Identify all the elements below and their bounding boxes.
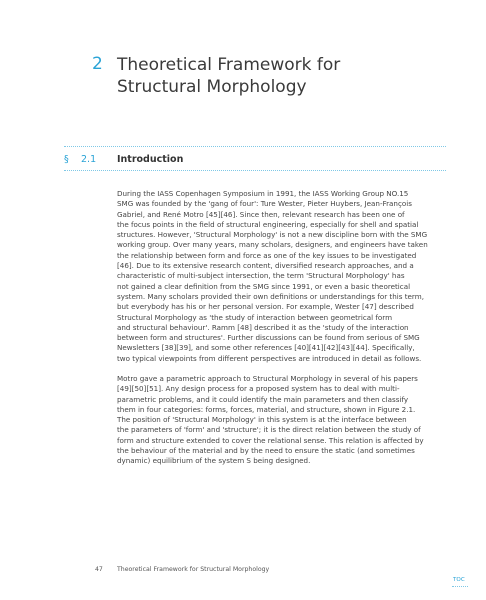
paragraph-line: characteristic of multi-subject intersection, the term 'Structural Morphology' has — [117, 271, 405, 281]
chapter-number: 2 — [92, 54, 103, 74]
paragraph-line: Gabriel, and René Motro [45][46]. Since then, relevant research has been one of — [117, 209, 405, 219]
paragraph-line: structures. However, 'Structural Morphology' is not a new discipline born with the SMG — [117, 230, 428, 240]
paragraph-line: them in four categories: forms, forces, material, and structure, shown in Figure 2.1. — [117, 404, 416, 414]
chapter-title-line: Structural Morphology — [117, 77, 307, 97]
paragraph-line: SMG was founded by the 'gang of four': Ture Wester, Pieter Huybers, Jean-François — [117, 199, 412, 209]
paragraph-line: dynamic) equilibrium of the system S being designed. — [117, 456, 311, 466]
paragraph-line: parametric problems, and it could identify the main parameters and then classify — [117, 394, 409, 404]
paragraph-line: [46]. Due to its extensive research content, diversified research approaches, and a — [117, 261, 414, 271]
body-paragraph — [117, 189, 449, 364]
paragraph-line: Structural Morphology as 'the study of interaction between geometrical form — [117, 312, 393, 322]
paragraph-line: not gained a clear definition from the SMG since 1991, or even a basic theoretical — [117, 281, 411, 291]
paragraph-line: Newsletters [38][39], and some other references [40][41][42][43][44]. Specifically, — [117, 343, 415, 353]
paragraph-line: working group. Over many years, many scholars, designers, and engineers have taken — [117, 240, 428, 250]
section-title: Introduction — [117, 154, 184, 165]
paragraph-line: the focus points in the field of structural engineering, especially for shell and spatial — [117, 219, 419, 229]
paragraph-line: form and structure extended to cover the relational sense. This relation is affected by — [117, 435, 424, 445]
chapter-title-line: Theoretical Framework for — [117, 55, 341, 75]
paragraph-line: system. Many scholars provided their own definitions or understandings for this term, — [117, 291, 424, 301]
chapter-title — [117, 54, 417, 98]
paragraph-line: the behaviour of the material and by the need to ensure the static (and sometimes — [117, 446, 415, 456]
paragraph-line: between form and structures'. Further discussions can be found from serious of SMG — [117, 333, 420, 343]
paragraph-line: the relationship between form and force as one of the key issues to be investigated — [117, 250, 417, 260]
running-title: Theoretical Framework for Structural Morphology — [117, 566, 270, 573]
toc-link[interactable]: TOC — [453, 577, 465, 583]
section-bottom-divider — [64, 170, 446, 171]
section-top-divider — [64, 146, 446, 147]
paragraph-line: two typical viewpoints from different perspectives are introduced in detail as follows. — [117, 353, 422, 363]
paragraph-line: [49][50][51]. Any design process for a proposed system has to deal with multi- — [117, 384, 400, 394]
section-number: 2.1 — [81, 154, 97, 165]
body-paragraph — [117, 374, 449, 467]
paragraph-line: During the IASS Copenhagen Symposium in 1991, the IASS Working Group NO.15 — [117, 189, 409, 198]
paragraph-line: Motro gave a parametric approach to Structural Morphology in several of his papers — [117, 374, 418, 383]
paragraph-line: and structural behaviour'. Ramm [48] described it as the 'study of the interaction — [117, 322, 409, 332]
section-symbol: § — [64, 154, 69, 165]
page-number: 47 — [95, 566, 103, 573]
paragraph-line: but everybody has his or her personal version. For example, Wester [47] described — [117, 302, 414, 312]
paragraph-line: the parameters of 'form' and 'structure'; it is the direct relation between the study of — [117, 425, 421, 435]
paragraph-line: The position of 'Structural Morphology' in this system is at the interface between — [117, 415, 407, 425]
toc-dotted-underline — [452, 586, 468, 587]
